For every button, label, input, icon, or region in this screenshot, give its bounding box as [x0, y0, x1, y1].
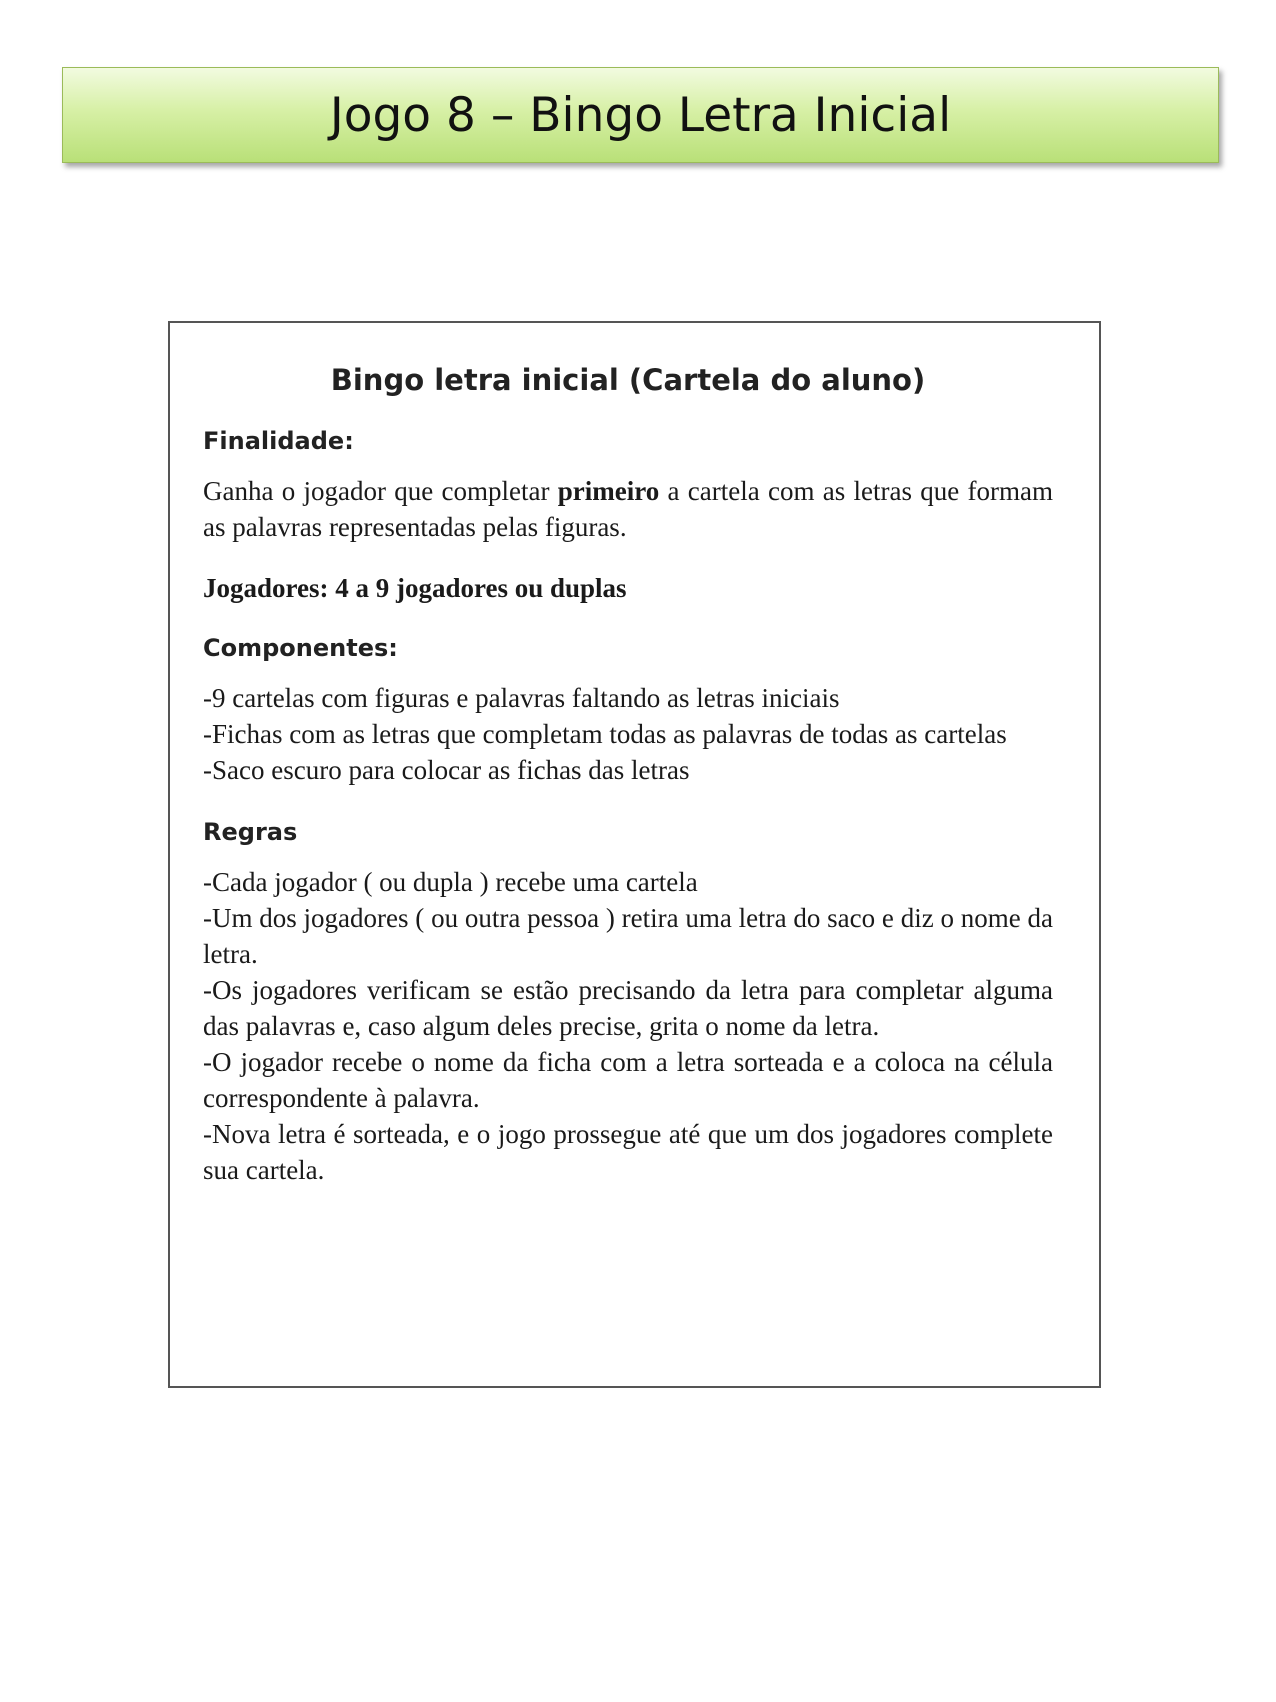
- rules-card: [168, 321, 1101, 1388]
- regras-item: -O jogador recebe o nome da ficha com a letra sorteada e a coloca na célula correspondente à palavra.: [203, 1047, 1053, 1113]
- finalidade-text-bold: primeiro: [557, 476, 660, 506]
- regras-list: [203, 864, 1053, 1188]
- title-banner: [62, 67, 1219, 163]
- finalidade-text-before: Ganha o jogador que completar: [203, 476, 558, 506]
- componentes-item: -Saco escuro para colocar as fichas das letras: [203, 755, 690, 785]
- regras-item: -Os jogadores verificam se estão precisando da letra para completar alguma das palavras e, caso algum deles precise, grita o nome da letra.: [203, 975, 1053, 1041]
- regras-item: -Cada jogador ( ou dupla ) recebe uma cartela: [203, 867, 698, 897]
- finalidade-label: Finalidade:: [203, 427, 354, 455]
- componentes-label: Componentes:: [203, 634, 398, 662]
- componentes-item: -9 cartelas com figuras e palavras faltando as letras iniciais: [203, 683, 840, 713]
- jogadores-text: Jogadores: 4 a 9 jogadores ou duplas: [203, 573, 627, 603]
- regras-item: -Um dos jogadores ( ou outra pessoa ) retira uma letra do saco e diz o nome da letra.: [203, 903, 1053, 969]
- finalidade-text-after: a cartela com as letras que formam as palavras representadas pelas figuras.: [203, 476, 1054, 542]
- page-title: Jogo 8 – Bingo Letra Inicial: [329, 87, 952, 143]
- regras-item: -Nova letra é sorteada, e o jogo prossegue até que um dos jogadores complete sua cartela.: [203, 1119, 1053, 1185]
- regras-label: Regras: [203, 818, 298, 846]
- card-title: Bingo letra inicial (Cartela do aluno): [330, 363, 926, 397]
- componentes-item: -Fichas com as letras que completam todas as palavras de todas as cartelas: [203, 719, 1007, 749]
- componentes-list: [203, 680, 1053, 788]
- finalidade-text: [203, 473, 1053, 545]
